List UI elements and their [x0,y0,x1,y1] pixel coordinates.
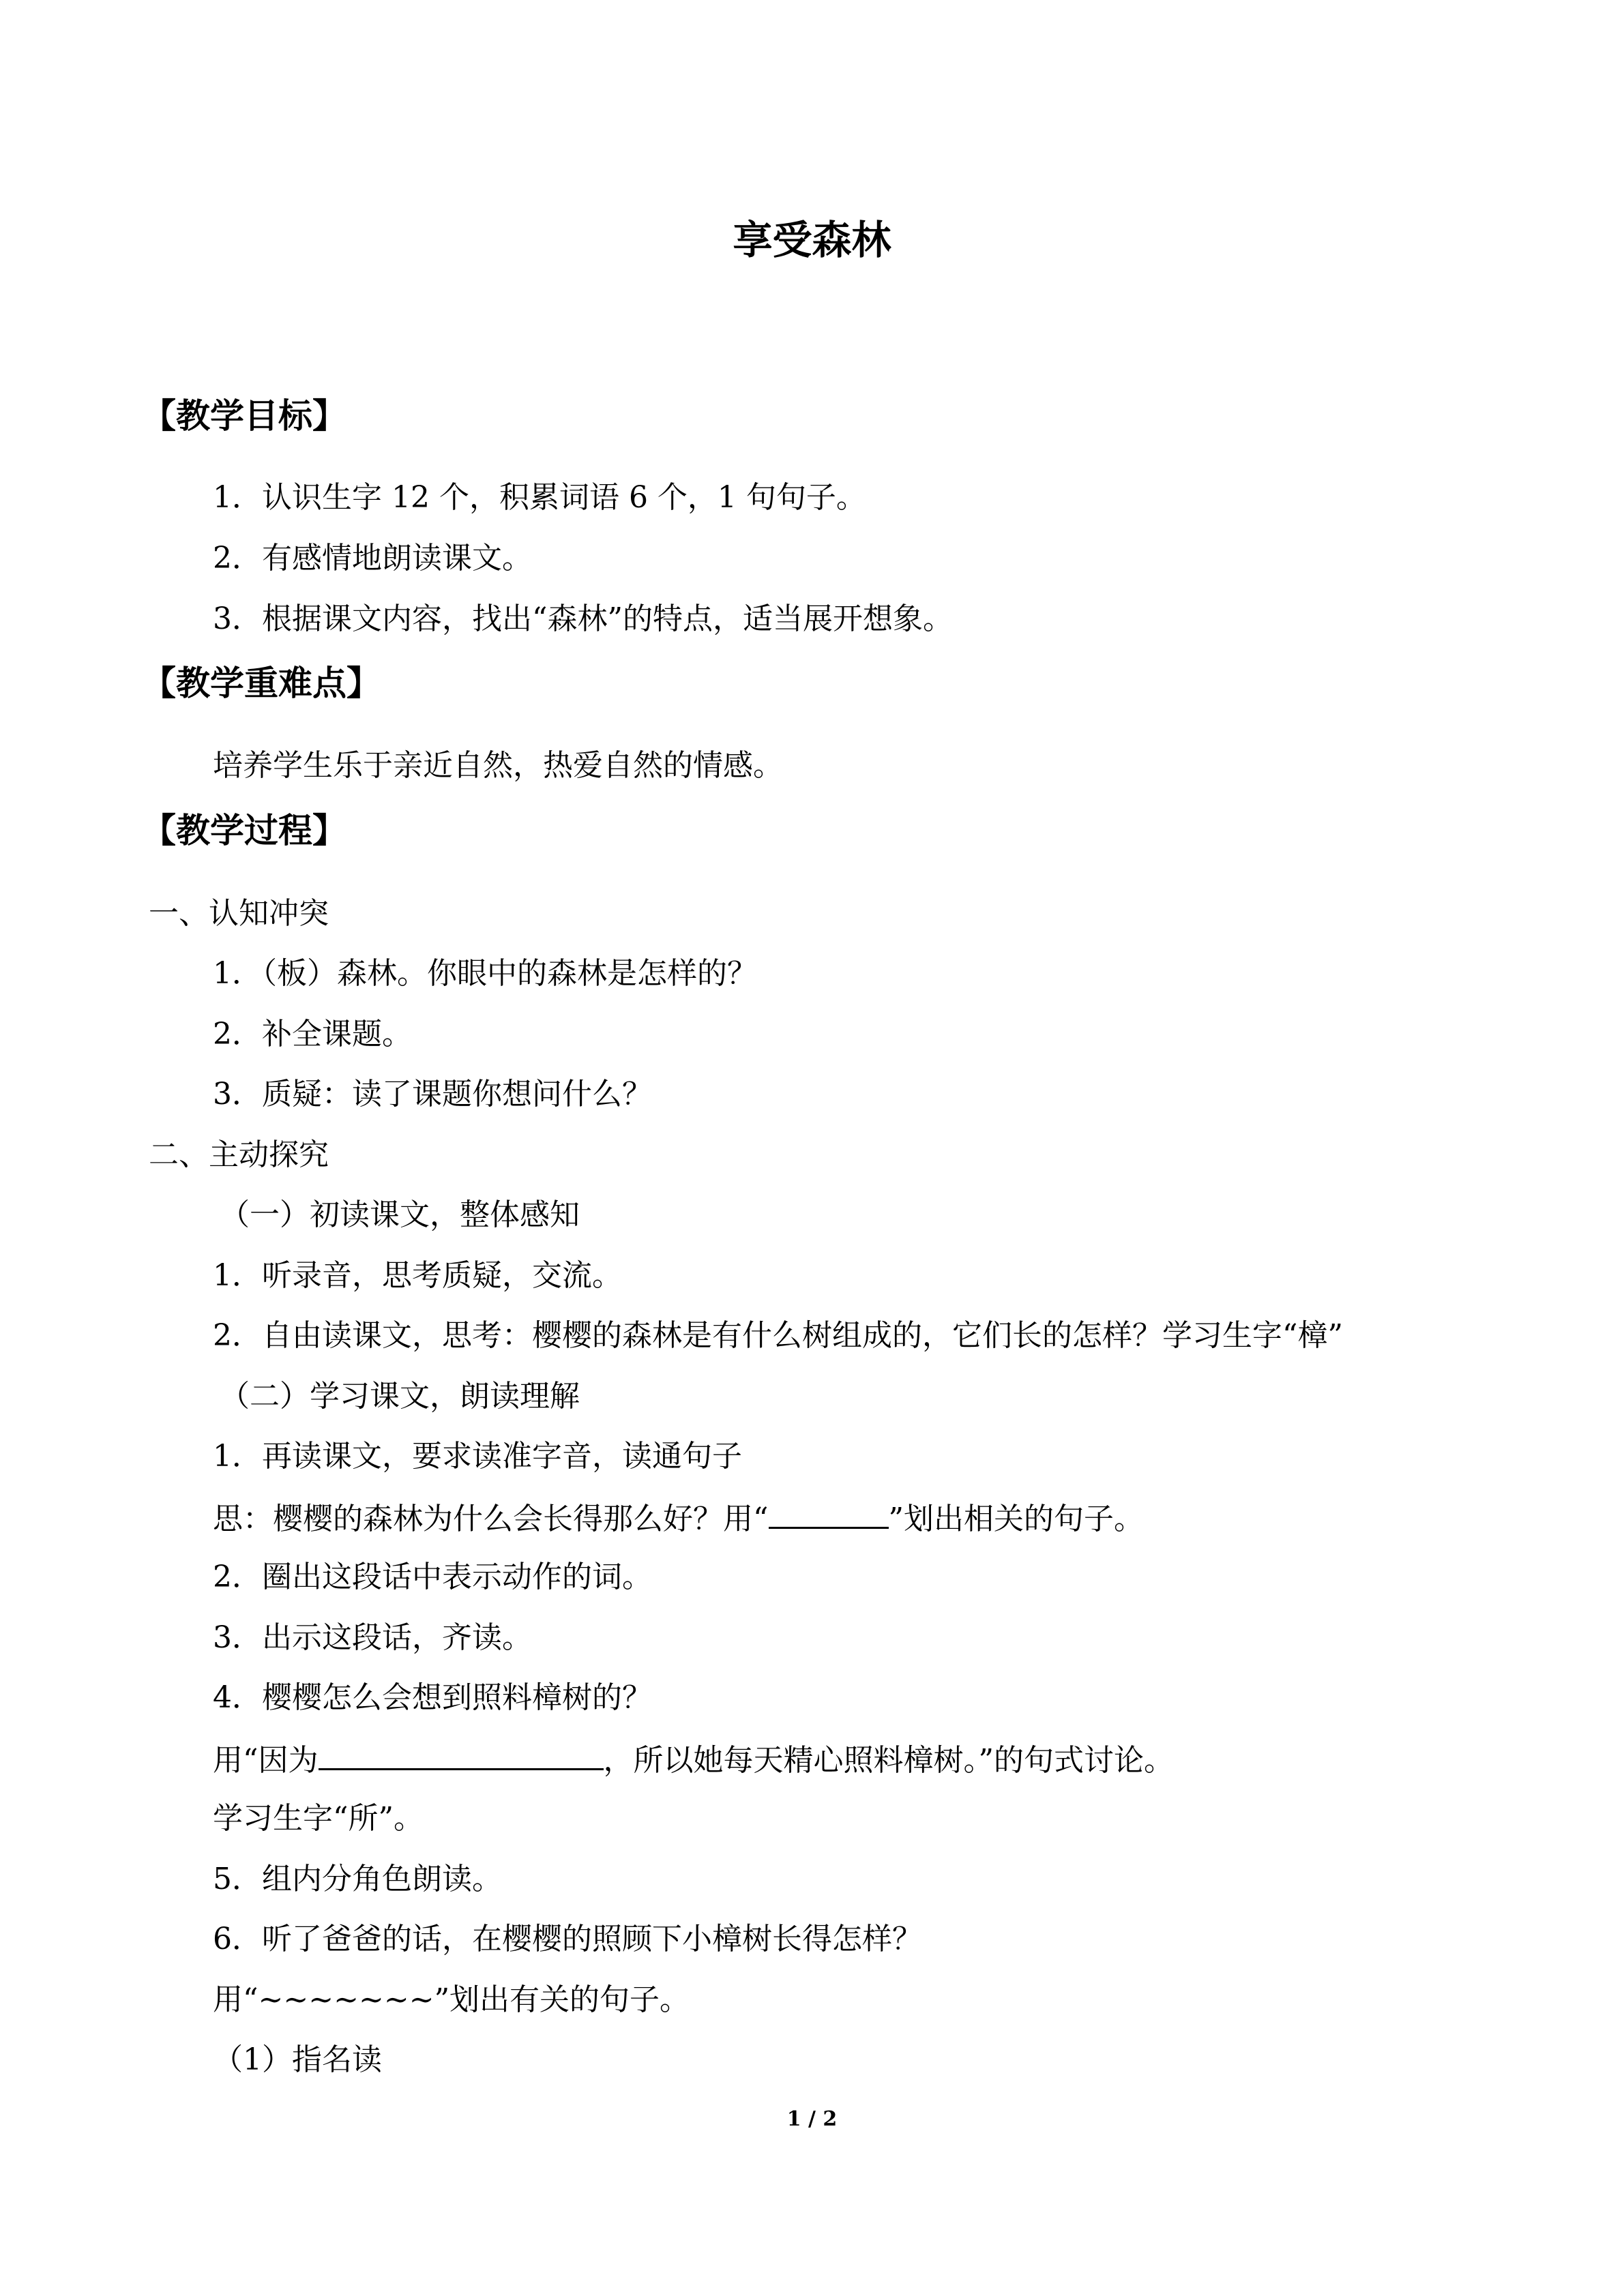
process-part-1-title: 一、认知冲突 [149,896,329,931]
heading-teaching-goals: 【教学目标】 [142,396,346,436]
part-1-item-2: 2．补全课题。 [213,1017,412,1052]
heading-key-difficulties: 【教学重难点】 [142,664,381,703]
page-title: 享受森林 [733,217,891,263]
subsection-1-item-2: 2．自由读课文，思考：樱樱的森林是有什么树组成的，它们长的怎样？学习生字“樟” [213,1318,1343,1353]
think-question [213,1497,1144,1540]
item-show-passage: 3．出示这段话，齐读。 [213,1620,532,1655]
sentence-pattern-start: 用“因为 [213,1743,319,1778]
goal-item-3: 3．根据课文内容，找出“森林”的特点，适当展开想象。 [213,601,953,636]
item-why-camphor: 4．樱樱怎么会想到照料樟树的？ [213,1680,652,1715]
underline-mark [769,1497,889,1529]
think-question-start: 思：樱樱的森林为什么会长得那么好？用“ [213,1502,769,1536]
fill-in-blank [319,1738,604,1770]
goal-item-2: 2．有感情地朗读课文。 [213,541,532,576]
item-circle-words: 2．圈出这段话中表示动作的词。 [213,1560,652,1594]
subsection-2-title: （二）学习课文，朗读理解 [220,1379,580,1414]
sentence-pattern [213,1738,1174,1781]
item-name-reading: （1）指名读 [213,2042,382,2077]
item-listen-dad: 6．听了爸爸的话，在樱樱的照顾下小樟树长得怎样？ [213,1922,922,1956]
sentence-pattern-end: ，所以她每天精心照料樟树。”的句式讨论。 [603,1743,1174,1778]
subsection-1-title: （一）初读课文，整体感知 [220,1197,580,1232]
item-role-reading: 5．组内分角色朗读。 [213,1862,502,1896]
learn-character: 学习生字“所”。 [213,1801,424,1836]
think-question-end: ”划出相关的句子。 [888,1502,1144,1536]
item-reread: 1．再读课文，要求读准字音，读通句子 [213,1439,742,1474]
page-number: 1 / 2 [786,2107,838,2131]
goal-item-1: 1．认识生字 12 个，积累词语 6 个，1 句句子。 [213,480,866,515]
process-part-2-title: 二、主动探究 [149,1137,329,1172]
key-difficulty-text: 培养学生乐于亲近自然，热爱自然的情感。 [213,748,783,783]
heading-teaching-process: 【教学过程】 [142,811,346,850]
wave-line-instruction: 用“~~~~~~~”划出有关的句子。 [213,1982,690,2017]
part-1-item-1: 1．（板）森林。你眼中的森林是怎样的？ [213,956,757,991]
part-1-item-3: 3．质疑：读了课题你想问什么？ [213,1077,652,1112]
subsection-1-item-1: 1．听录音，思考质疑，交流。 [213,1258,622,1293]
